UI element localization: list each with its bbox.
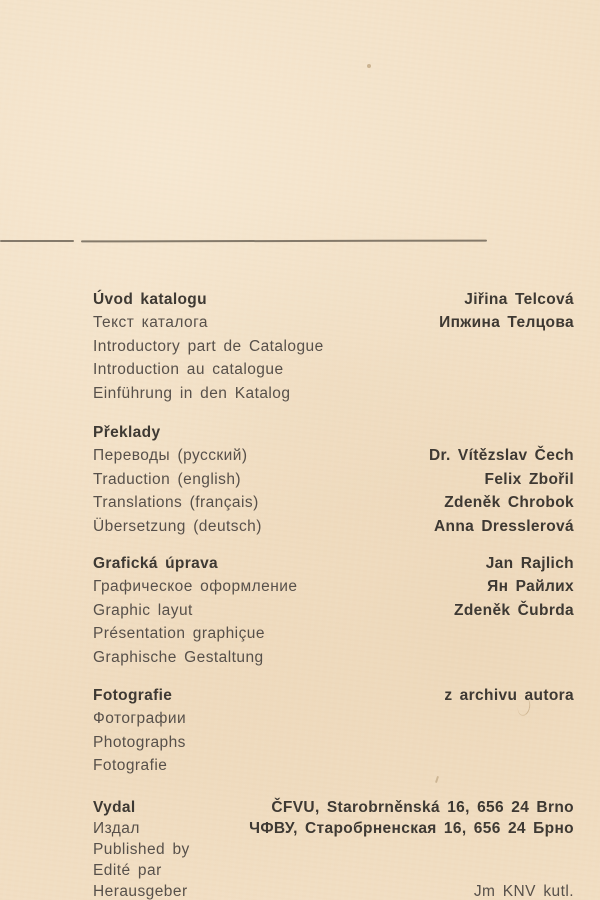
credit-row	[93, 576, 574, 600]
credit-row	[93, 382, 574, 406]
label-translation: Herausgeber	[93, 882, 188, 900]
credited-person: Anna Dresslerová	[433, 517, 574, 535]
label-translation: Published by	[93, 840, 190, 858]
label-translation: Traduction (english)	[93, 470, 242, 488]
section-heading: Překlady	[93, 423, 161, 441]
credited-person: Felix Zbořil	[484, 470, 574, 488]
divider-rule-left-segment	[0, 240, 74, 242]
credit-row	[93, 684, 574, 708]
credit-row	[93, 312, 574, 336]
credit-row	[93, 552, 574, 576]
label-translation: Издал	[93, 819, 140, 837]
credit-row	[93, 335, 574, 359]
label-translation: Fotografie	[93, 757, 168, 775]
section-publisher-credit	[93, 797, 574, 900]
credited-person: Ян Райлих	[487, 578, 574, 596]
credited-person: Jiřina Telcová	[464, 290, 574, 308]
credit-row	[93, 288, 574, 312]
label-translation: Фотографии	[93, 710, 187, 728]
credit-row	[93, 797, 574, 818]
section-heading: Úvod katalogu	[93, 290, 207, 308]
credit-row	[93, 731, 574, 755]
section-heading: Fotografie	[93, 686, 173, 704]
credited-person: Ипжина Телцова	[439, 314, 574, 332]
label-translation: Графическое оформление	[93, 578, 298, 596]
label-translation: Introductory part de Catalogue	[93, 337, 324, 355]
credited-person: Zdeněk Chrobok	[444, 494, 574, 512]
label-translation: Einführung in den Katalog	[93, 384, 291, 402]
divider-rule-main-segment	[81, 240, 487, 242]
credited-person: Jan Rajlich	[485, 554, 574, 572]
label-translation: Photographs	[93, 733, 186, 751]
section-photographs-credit	[93, 684, 574, 778]
label-translation: Graphische Gestaltung	[93, 648, 264, 666]
credit-row	[93, 708, 574, 732]
credited-person: Zdeněk Čubrda	[454, 601, 574, 619]
credit-row	[93, 445, 574, 469]
label-translation: Übersetzung (deutsch)	[93, 517, 262, 535]
label-translation: Edité par	[93, 861, 162, 879]
credited-source: z archivu autora	[444, 686, 574, 704]
credit-row	[93, 599, 574, 623]
label-translation: Translations (français)	[93, 494, 259, 512]
credit-row	[93, 359, 574, 383]
section-heading: Grafická úprava	[93, 554, 219, 572]
credit-row	[93, 818, 574, 839]
credit-row	[93, 881, 574, 900]
label-translation: Переводы (русский)	[93, 447, 248, 465]
credit-row	[93, 421, 574, 445]
label-translation: Graphic layut	[93, 601, 193, 619]
credit-row	[93, 860, 574, 881]
label-translation: Текст каталога	[93, 314, 208, 332]
paper-speck	[367, 64, 371, 68]
credit-row	[93, 492, 574, 516]
credit-row	[93, 623, 574, 647]
credited-person: Dr. Vítězslav Čech	[428, 447, 574, 465]
section-translations-credit	[93, 421, 574, 539]
publisher-address: ČFVU, Starobrněnská 16, 656 24 Brno	[271, 798, 574, 816]
credit-row	[93, 515, 574, 539]
imprint-note: Jm KNV kutl.	[473, 882, 574, 900]
credit-row	[93, 755, 574, 779]
publisher-address: ЧФВУ, Старобрненская 16, 656 24 Брно	[249, 819, 574, 837]
section-graphic-design-credit	[93, 552, 574, 670]
label-translation: Présentation graphiçue	[93, 625, 265, 643]
label-translation: Introduction au catalogue	[93, 361, 284, 379]
credit-row	[93, 468, 574, 492]
credit-row	[93, 839, 574, 860]
section-introduction-credit	[93, 288, 574, 406]
section-heading: Vydal	[93, 798, 136, 816]
credit-row	[93, 646, 574, 670]
